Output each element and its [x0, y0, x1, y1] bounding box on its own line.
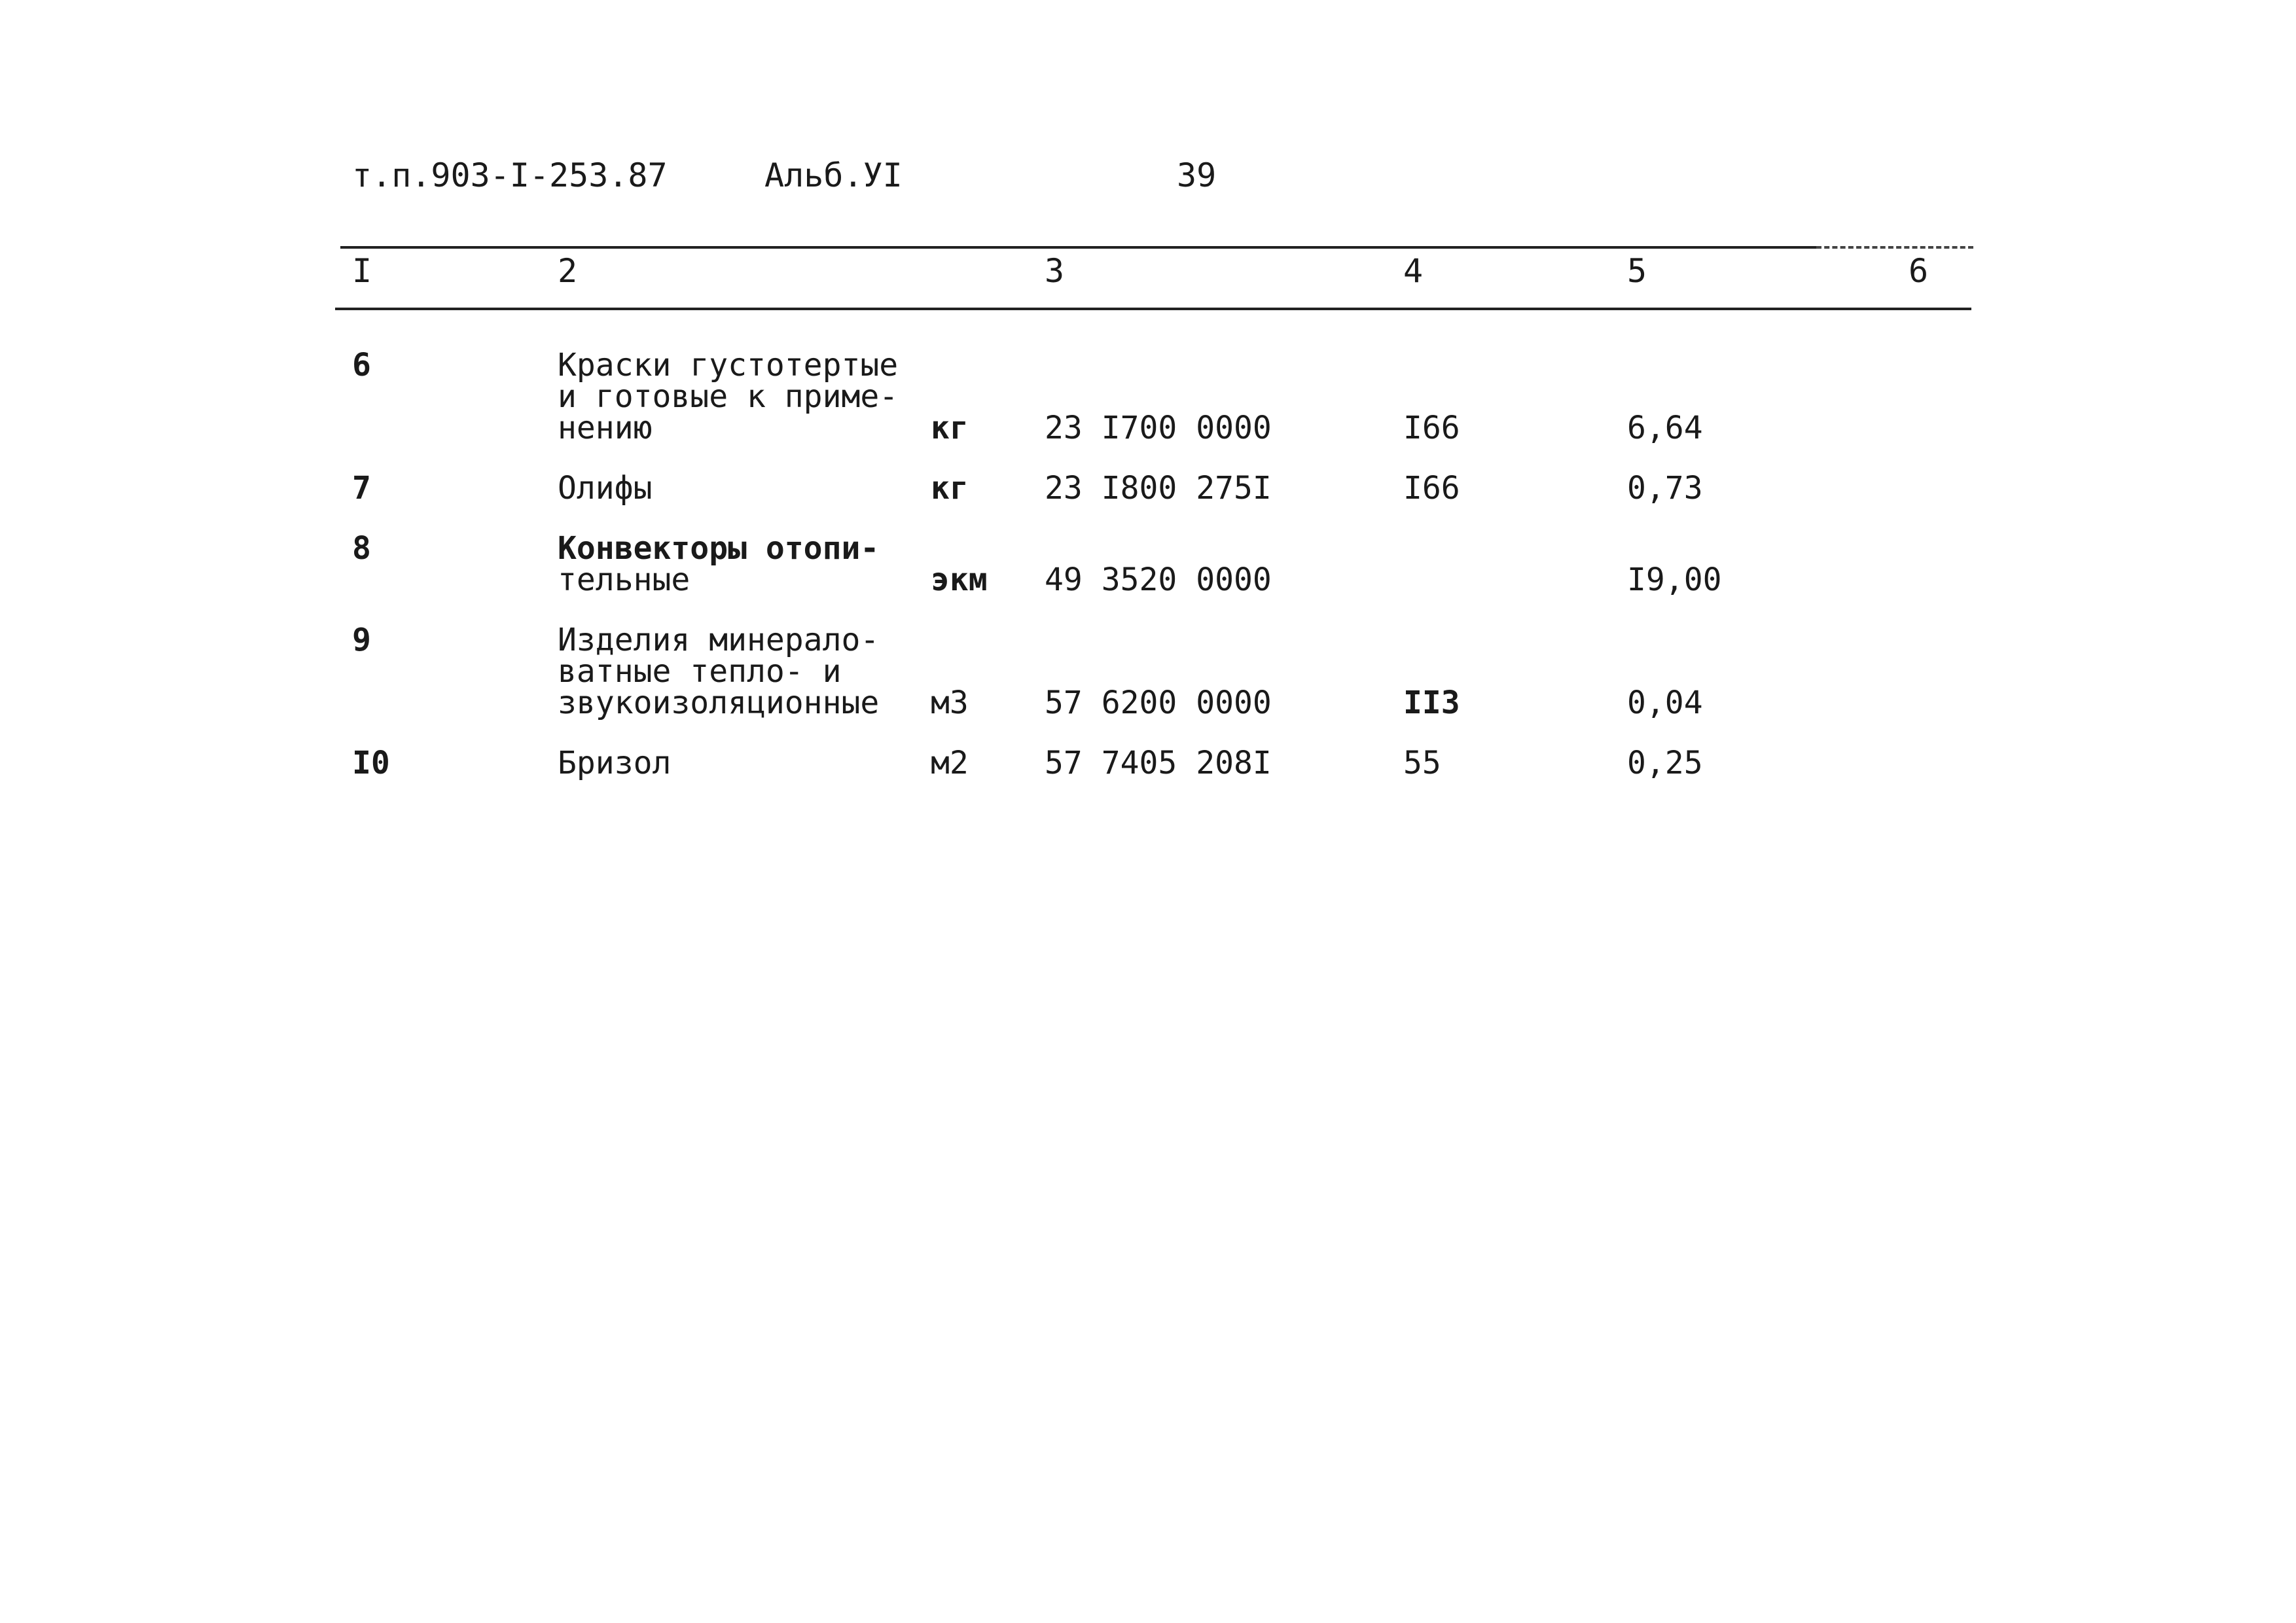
row-unit: м2 [931, 745, 969, 781]
row-name [558, 747, 671, 779]
row-unit: кг [931, 410, 969, 446]
row-code: 23 I700 0000 [1045, 410, 1272, 446]
row-col5: I9,00 [1627, 562, 1722, 598]
table-top-rule [340, 246, 1816, 249]
row-number: I0 [352, 745, 390, 781]
document-code: т.п.903-I-253.87 [352, 156, 668, 194]
album-label: Альб.УI [764, 156, 903, 194]
column-header-5: 5 [1627, 252, 1647, 290]
row-name-line: звукоизоляционные [558, 685, 880, 721]
row-name-line: Краски густотертые [558, 347, 899, 383]
row-col5: 0,25 [1627, 745, 1703, 781]
row-col5: 0,73 [1627, 470, 1703, 507]
column-header-6: 6 [1909, 252, 1929, 290]
row-unit: экм [931, 562, 988, 598]
row-number: 8 [352, 530, 371, 567]
row-name-line: нению [558, 410, 653, 446]
row-name [558, 349, 898, 444]
row-col4: II3 [1403, 685, 1460, 721]
table-header-rule [335, 308, 1971, 310]
column-header-4: 4 [1403, 252, 1424, 290]
row-number: 7 [352, 470, 371, 507]
column-header-1: I [352, 252, 372, 290]
row-col4: I66 [1403, 470, 1460, 507]
table-top-rule-extension [1816, 246, 1973, 249]
column-header-2: 2 [558, 252, 578, 290]
row-col5: 6,64 [1627, 410, 1703, 446]
row-name-line: и готовые к приме- [558, 378, 899, 415]
row-name-line: Бризол [558, 745, 672, 781]
row-name-line: Конвекторы отопи- [558, 530, 880, 567]
row-name [558, 470, 653, 507]
row-number: 6 [352, 347, 371, 383]
row-name-line: Олифы [558, 470, 653, 507]
row-code: 49 3520 0000 [1045, 562, 1272, 598]
row-code: 57 6200 0000 [1045, 685, 1272, 721]
row-name-line: тельные [558, 562, 691, 598]
column-header-3: 3 [1045, 252, 1065, 290]
row-name [558, 530, 880, 598]
row-col4: 55 [1403, 745, 1441, 781]
row-name [558, 624, 879, 719]
row-name-line: Изделия минерало- [558, 622, 880, 658]
row-unit: кг [931, 470, 969, 507]
row-col5: 0,04 [1627, 685, 1703, 721]
row-name-line: ватные тепло- и [558, 653, 842, 690]
row-number: 9 [352, 622, 371, 658]
row-unit: м3 [931, 685, 969, 721]
page-number: 39 [1177, 156, 1217, 194]
row-col4: I66 [1403, 410, 1460, 446]
row-code: 23 I800 275I [1045, 470, 1272, 507]
row-code: 57 7405 208I [1045, 745, 1272, 781]
